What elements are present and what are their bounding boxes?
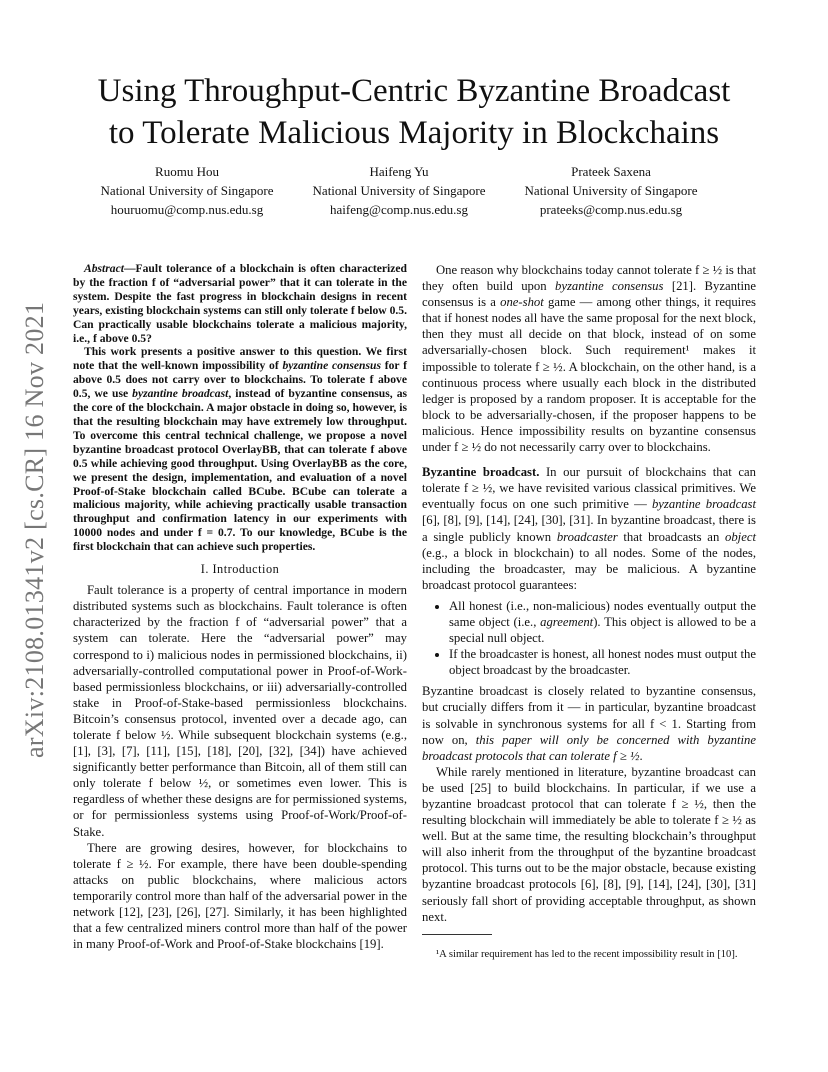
author-name: Prateek Saxena [571, 164, 651, 179]
list-text: ). This object is allowed to be a special null object. [449, 614, 757, 646]
left-column [73, 262, 407, 952]
body-text: One reason why blockchains today cannot tolerate f ≥ ½ is that they often build upon [422, 263, 756, 294]
title-line-2: to Tolerate Malicious Majority in Blockchains [108, 115, 720, 151]
author-affiliation: National University of Singapore [524, 183, 698, 198]
intro-paragraph: There are growing desires, however, for blockchains to tolerate f ≥ ½. For example, there have been double-spending attacks on public blockchains, where malicious actors temporarily control more than half of the adversarial power in the network [12], [23], [26], [27]. Similarly, it has been highlighted that a few centralized miners control more than half of the power in many Proof-of-Work and Proof-of-Stake blockchains [19]. [73, 840, 407, 952]
body-text: In our pursuit of blockchains that can tolerate f ≥ ½, we have revisited various classical primitives. We eventually focus on one such primitive — [422, 465, 756, 512]
intro-paragraph: Fault tolerance is a property of central importance in modern distributed systems such as blockchains. Fault tolerance is often characterized by the fraction f of “adversarial power” that a system can tolerate. Here the “adversarial power” may correspond to i) malicious nodes in permissioned blockchains, ii) adversarially-controlled computational power in Proof-of-Work-based permissionless blockchains, or iii) adversarially-controlled stake in Proof-of-Stake-based permissionless blockchains. Bitcoin’s consensus protocol, invented over a decade ago, can tolerate f below ½. While subsequent blockchain systems (e.g., [1], [3], [7], [11], [15], [18], [20], [32], [34]) have achieved significantly better performance than Bitcoin, all of them still can only tolerate f below ½, or sometimes even lower. This is regardless of whether these designs are for permissioned systems, or for permissionless systems using Proof-of-Work/Proof-of-Stake. [73, 583, 407, 839]
body-emphasis: object [724, 529, 756, 544]
author-block [506, 162, 716, 219]
body-paragraph: While rarely mentioned in literature, byzantine broadcast can be used [25] to build blockchains. In particular, if we use a byzantine broadcast protocol that can tolerate f ≥ ½, then the resulting blockchain will immediately be able to tolerate f ≥ ½ as well. But at the same time, the resulting blockchain’s throughput will also inherit from the throughput of the byzantine broadcast protocol. This turns out to be the major obstacle, because existing byzantine broadcast protocols [6], [8], [9], [14], [24], [30], [31] seriously fall short of providing acceptable throughput, as shown next. [422, 764, 756, 924]
author-affiliation: National University of Singapore [100, 183, 274, 198]
body-emphasis: byzantine broadcast [651, 497, 757, 512]
right-column [422, 262, 756, 961]
body-paragraph [422, 683, 756, 763]
abstract-label: Abstract [84, 262, 124, 275]
arxiv-stamp: arXiv:2108.01341v2 [cs.CR] 16 Nov 2021 [20, 301, 49, 758]
abstract-paragraph [73, 262, 407, 345]
abstract-text: , instead of byzantine consensus, as the core of the blockchain. A major obstacle in doing so, however, is that the resulting blockchain may have extremely low throughput. To overcome this central technical challenge, we propose a novel byzantine broadcast protocol OverlayBB, that can tolerate f above 0.5 while achieving good throughput. Using OverlayBB as the core, we present the design, implementation, and evaluation of a novel Proof-of-Stake blockchain called BCube. BCube can tolerate a malicious majority, while achieving practically usable transaction throughput and confirmation latency in our experiments with 10000 nodes and under f = 0.7. To our knowledge, BCube is the first blockchain that can achieve such properties. [73, 387, 407, 554]
author-name: Haifeng Yu [369, 164, 429, 179]
abstract-text: for f above 0.5 does not carry over to blockchains. To tolerate f above 0.5, we use [73, 359, 407, 401]
body-text: Byzantine broadcast is closely related to byzantine consensus, but crucially differs from it — in particular, byzantine broadcast is solvable in synchronous systems for all f < 1. Starting from now on, [422, 684, 756, 747]
abstract-emphasis: byzantine consensus [282, 359, 381, 373]
guarantee-list [422, 598, 756, 678]
paragraph-heading: Byzantine broadcast. [422, 465, 540, 480]
body-text: . [639, 748, 643, 763]
body-paragraph [422, 464, 756, 593]
body-text: game — among other things, it requires that if honest nodes all have the same proposal for the next block, then they must all decide on that block, instead of on some adversarially-chosen block. Such requirement¹ makes it impossible to tolerate f ≥ ½. A blockchain, on the other hand, is a continuous process where usually each block in the distributed ledger is proposed by a random proposer. It is acceptable for the block to be adversarially-chosen, if the proposer happens to be malicious. Hence impossibility results on byzantine consensus under f ≥ ½ do not necessarily carry over to blockchains. [422, 295, 756, 455]
paper-title [60, 70, 768, 154]
author-block [294, 162, 504, 219]
list-text: All honest (i.e., non-malicious) nodes eventually output the same object (i.e., [449, 598, 756, 629]
body-emphasis: one-shot [500, 295, 544, 310]
author-email: haifeng@comp.nus.edu.sg [330, 202, 468, 217]
body-emphasis: this paper will only be concerned with byzantine broadcast protocols that can tolerate f ≥ ½ [422, 732, 756, 763]
author-email: prateeks@comp.nus.edu.sg [539, 202, 683, 217]
abstract-text: This work presents a positive answer to this question. We first note that the well-known impossibility of [73, 345, 407, 373]
title-line-1: Using Throughput-Centric Byzantine Broadcast [97, 73, 731, 109]
author-affiliation: National University of Singapore [312, 183, 486, 198]
author-name: Ruomu Hou [155, 164, 219, 179]
list-item: • If the broadcaster is honest, all honest nodes must output the object broadcast by the broadcaster. [449, 646, 756, 678]
abstract-text: —Fault tolerance of a blockchain is often characterized by the fraction f of “adversarial power” that it can tolerate in the system. Despite the fast progress in blockchain designs in recent years, existing blockchain systems can still only tolerate f below 0.5. Can practically usable blockchains tolerate a malicious majority, i.e., f above 0.5? [73, 262, 407, 345]
section-heading: I. Introduction [200, 562, 280, 577]
abstract-paragraph [73, 345, 407, 554]
list-emphasis: agreement [540, 614, 594, 629]
author-block [82, 162, 292, 219]
body-emphasis: broadcaster [556, 529, 618, 544]
author-email: houruomu@comp.nus.edu.sg [110, 202, 264, 217]
body-paragraph [422, 262, 756, 455]
body-text: (e.g., a block in blockchain) to all nodes. Some of the nodes, including the broadcaster, may be malicious. A byzantine broadcast protocol guarantees: [422, 545, 756, 592]
abstract-emphasis: byzantine broadcast [132, 387, 229, 401]
body-text: [6], [8], [9], [14], [24], [30], [31]. In byzantine broadcast, there is a single publicly known [422, 513, 756, 544]
body-text: that broadcasts an [617, 529, 725, 544]
footnote-rule [422, 934, 492, 935]
body-emphasis: byzantine consensus [554, 279, 664, 294]
body-text: [21]. Byzantine consensus is a [422, 279, 756, 310]
footnote: ¹A similar requirement has led to the recent impossibility result in [10]. [436, 948, 738, 960]
list-item [449, 598, 756, 646]
